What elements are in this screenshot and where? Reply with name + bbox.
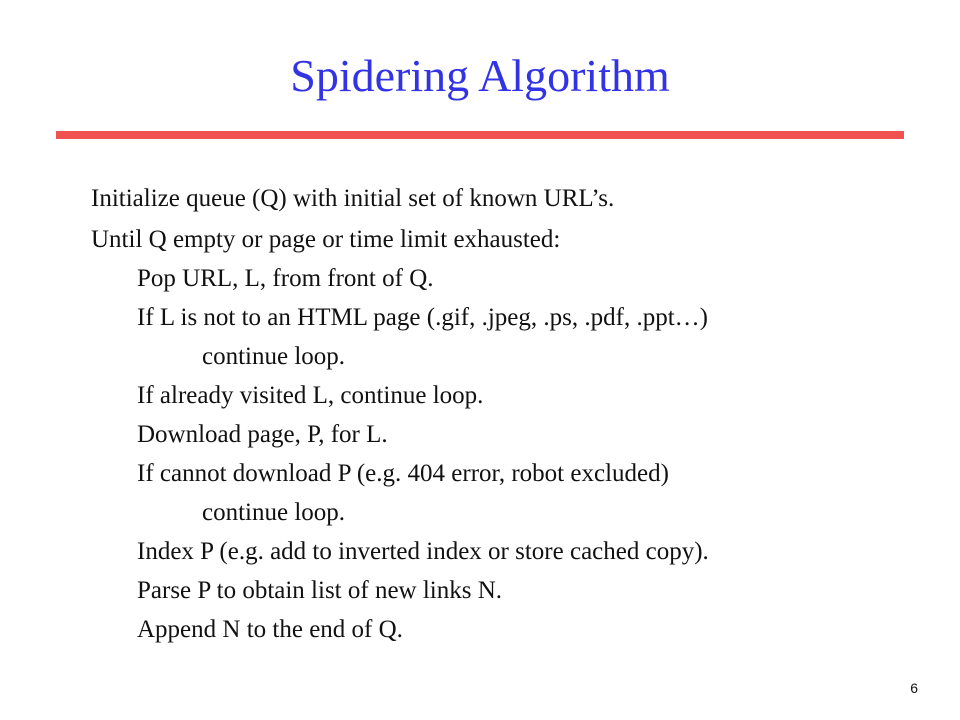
step-initialize-queue: Initialize queue (Q) with initial set of known URL’s.	[91, 185, 615, 212]
step-pop-url: Pop URL, L, from front of Q.	[137, 265, 434, 292]
step-until-loop: Until Q empty or page or time limit exhausted:	[91, 226, 561, 253]
page-number: 6	[910, 680, 918, 696]
step-download-page: Download page, P, for L.	[137, 421, 388, 448]
slide-title: Spidering Algorithm	[290, 50, 670, 101]
step-continue-loop-2: continue loop.	[202, 499, 346, 526]
step-index-page: Index P (e.g. add to inverted index or store cached copy).	[137, 538, 709, 565]
step-check-visited: If already visited L, continue loop.	[137, 382, 484, 409]
step-check-html: If L is not to an HTML page (.gif, .jpeg, .ps, .pdf, .ppt…)	[137, 304, 708, 331]
step-check-download: If cannot download P (e.g. 404 error, robot excluded)	[137, 460, 669, 487]
title-underline	[56, 131, 904, 139]
step-parse-page: Parse P to obtain list of new links N.	[137, 577, 503, 604]
step-append-links: Append N to the end of Q.	[137, 616, 403, 643]
step-continue-loop-1: continue loop.	[202, 343, 346, 370]
